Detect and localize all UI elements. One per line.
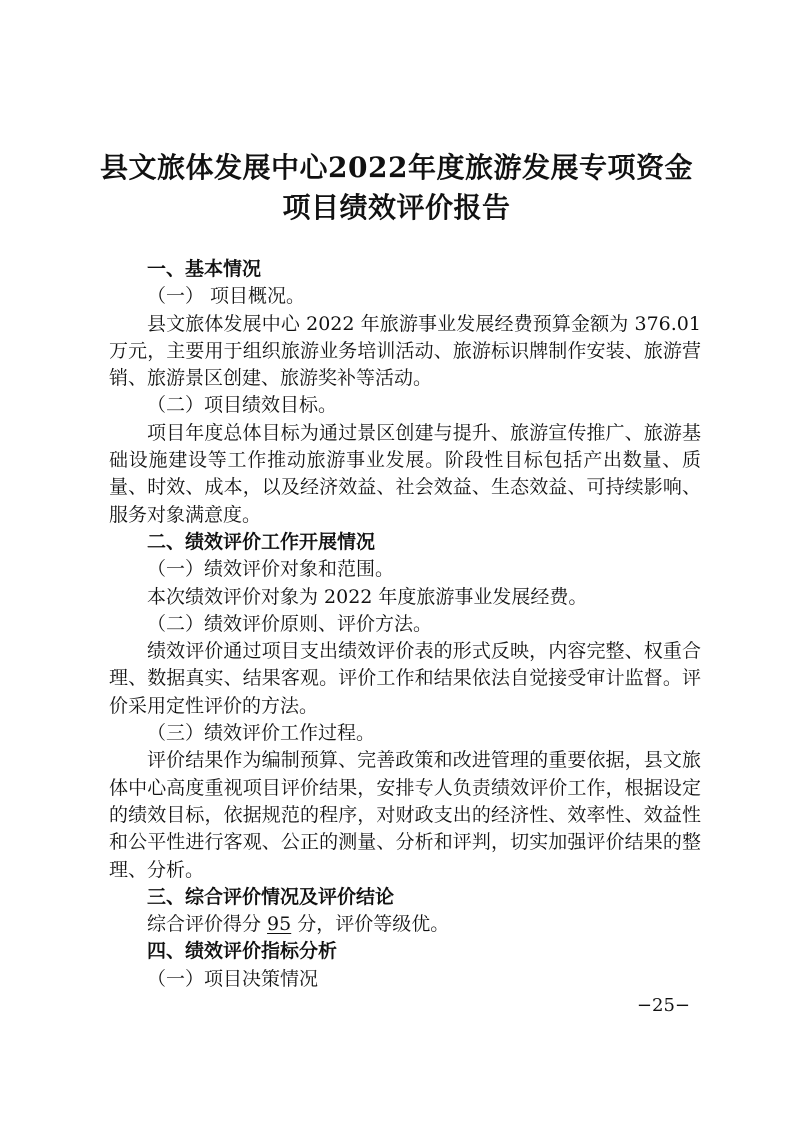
document-body (109, 256, 701, 993)
subheading-evaluation-scope: （一）绩效评价对象和范围。 (147, 558, 395, 581)
subheading-evaluation-principles: （二）绩效评价原则、评价方法。 (147, 612, 433, 635)
section-heading-overall-evaluation: 三、综合评价情况及评价结论 (147, 885, 395, 908)
paragraph-evaluation-principles: 绩效评价通过项目支出绩效评价表的形式反映，内容完整、权重合理、数据真实、结果客观。评价工作和结果依法自觉接受审计监督。评价采用定性评价的方法。 (109, 640, 701, 717)
subheading-evaluation-process: （三）绩效评价工作过程。 (147, 722, 376, 745)
paragraph-project-overview: 县文旅体发展中心 2022 年旅游事业发展经费预算金额为 376.01 万元，主要用于组织旅游业务培训活动、旅游标识牌制作安装、旅游营销、旅游景区创建、旅游奖补等活动。 (109, 312, 701, 390)
paragraph-performance-goals: 项目年度总体目标为通过景区创建与提升、旅游宣传推广、旅游基础设施建设等工作推动旅游事业发展。阶段性目标包括产出数量、质量、时效、成本，以及经济效益、社会效益、生态效益、可持续影响、服务对象满意度。 (109, 421, 701, 526)
section-heading-evaluation-work: 二、绩效评价工作开展情况 (147, 530, 376, 553)
subheading-project-overview: （一） 项目概况。 (147, 285, 306, 308)
score-prefix: 综合评价得分 (147, 913, 268, 936)
report-title-line-1: 县文旅体发展中心2022年度旅游发展专项资金 (100, 151, 693, 184)
subheading-performance-goals: （二）项目绩效目标。 (147, 394, 338, 417)
report-title-line-2: 项目绩效评价报告 (282, 191, 511, 224)
paragraph-evaluation-scope: 本次绩效评价对象为 2022 年度旅游事业发展经费。 (147, 585, 588, 608)
score-value: 95 (267, 913, 292, 936)
page-number: −25− (636, 995, 690, 1016)
section-heading-indicator-analysis: 四、绩效评价指标分析 (147, 940, 338, 963)
section-heading-basic-info: 一、基本情况 (147, 258, 262, 280)
subheading-project-decision: （一）项目决策情况 (147, 967, 319, 990)
paragraph-overall-score (109, 911, 701, 938)
paragraph-evaluation-process: 评价结果作为编制预算、完善政策和改进管理的重要依据，县文旅体中心高度重视项目评价结果，安排专人负责绩效评价工作，根据设定的绩效目标，依据规范的程序，对财政支出的经济性、效率性、效益性和公平性进行客观、公正的测量、分析和评判，切实加强评价结果的整理、分析。 (109, 749, 701, 881)
score-suffix: 分，评价等级优。 (291, 913, 450, 936)
